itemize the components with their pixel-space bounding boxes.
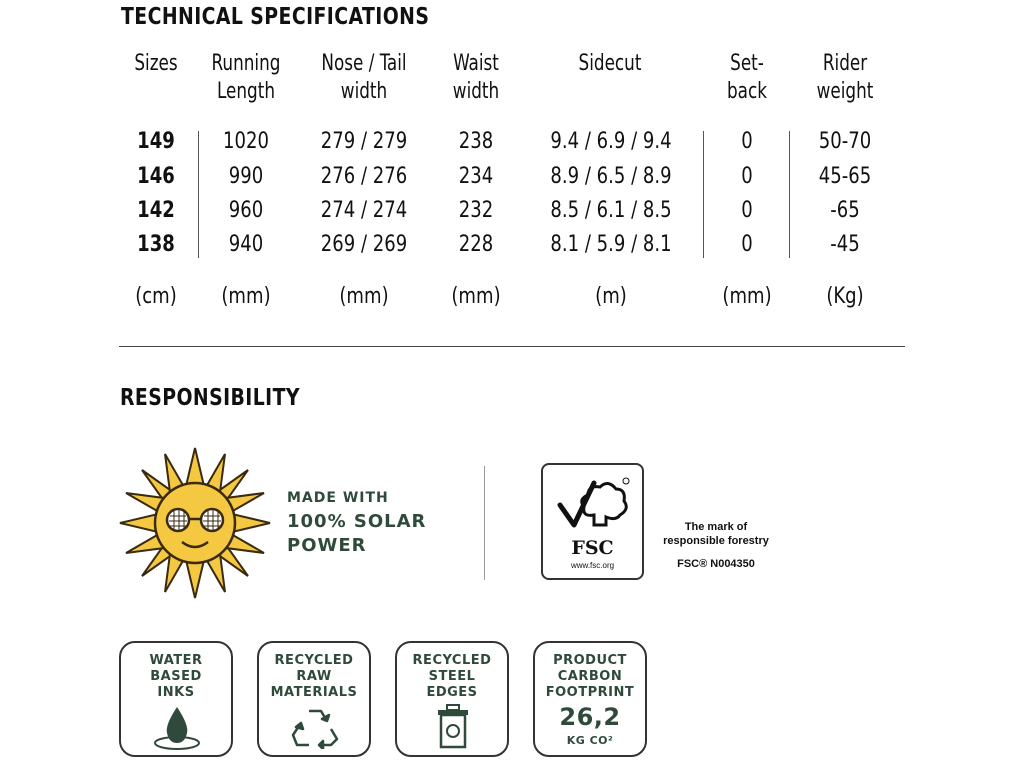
water-drop-icon [151,703,203,751]
header-nose-tail-width: Nose / Tail width [321,51,407,104]
fsc-mark-line2: responsible forestry [663,535,769,547]
responsibility-title: RESPONSIBILITY [120,385,300,411]
column-separator [198,131,199,258]
vertical-divider [484,466,485,580]
section-divider [119,346,905,347]
solar-line-2: 100% SOLAR [287,511,427,532]
carbon-unit: KG CO² [566,734,614,747]
solar-line-3: POWER [287,535,367,556]
recycle-bin-icon [435,703,471,749]
fsc-logo [541,463,644,580]
recycled-steel-edges-badge: RECYCLED STEEL EDGES [395,641,509,757]
header-sidecut: Sidecut [578,51,642,76]
fsc-url: www.fsc.org [570,561,615,570]
header-waist-width: Waist width [452,51,500,104]
sun-icon [118,446,272,600]
fsc-logo-text: FSC [571,537,614,559]
column-separator [703,131,704,258]
carbon-value: 26,2 [559,703,621,731]
recycle-icon [291,705,339,749]
solar-line-1: MADE WITH [287,490,389,506]
column-separator [789,131,790,258]
header-rider-weight: Rider weight [816,51,874,104]
header-sizes: Sizes [134,51,178,76]
spec-title: TECHNICAL SPECIFICATIONS [121,4,430,30]
header-running-length: Running Length [211,51,281,104]
fsc-mark-line1: The mark of [684,521,748,533]
recycled-raw-materials-badge: RECYCLED RAW MATERIALS [257,641,371,757]
carbon-footprint-badge: PRODUCT CARBON FOOTPRINT 26,2 KG CO² [533,641,647,757]
water-based-inks-badge: WATER BASED INKS [119,641,233,757]
fsc-code: FSC® N004350 [677,558,755,570]
tree-check-icon [556,475,632,533]
header-setback: Set- back [726,51,767,104]
